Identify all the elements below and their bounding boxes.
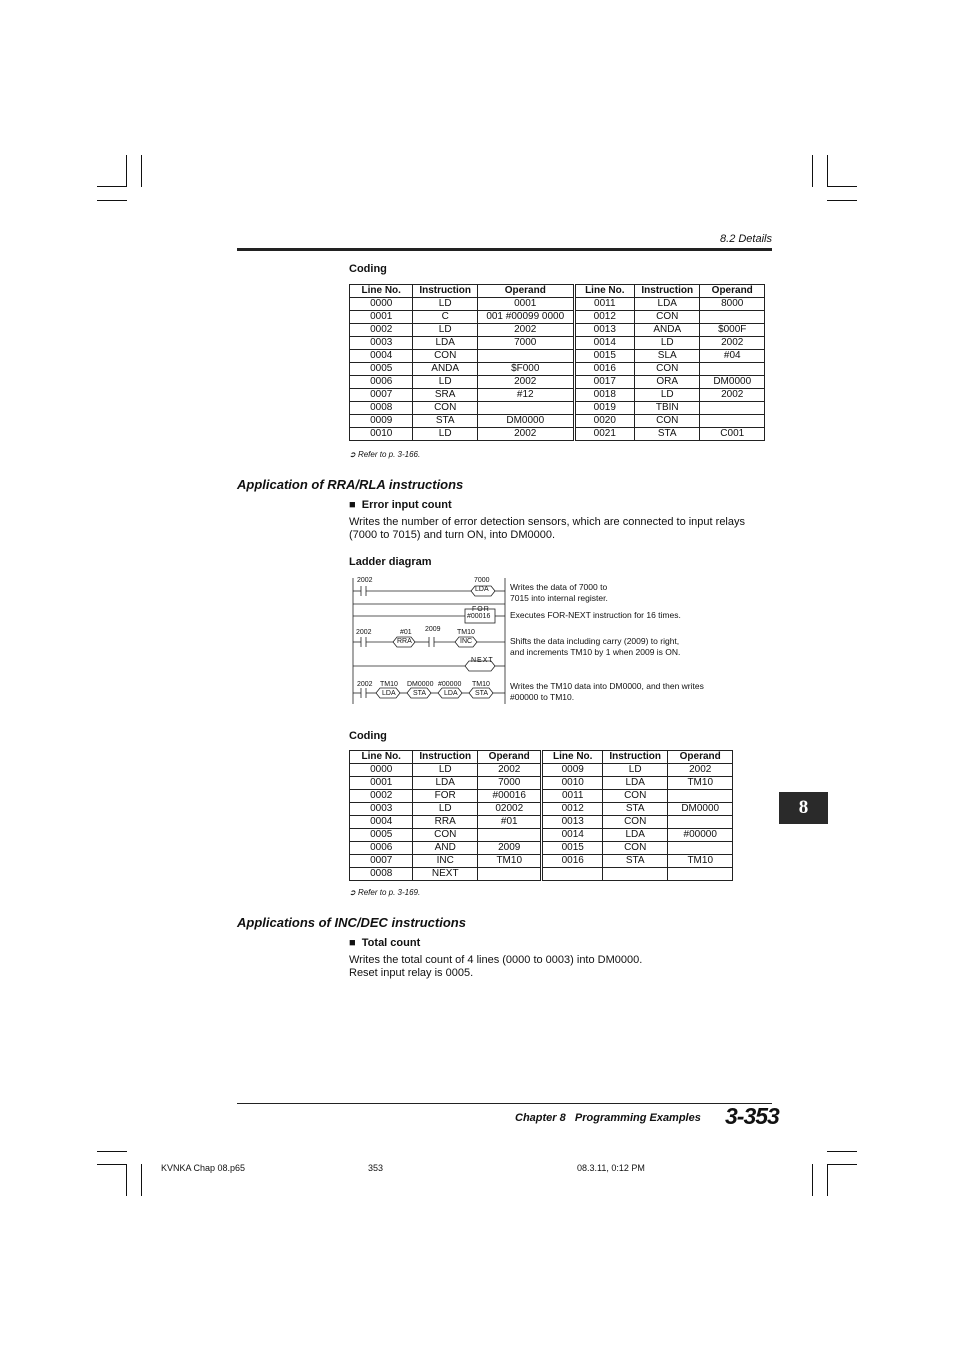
table-cell: 0009 <box>542 764 602 777</box>
table-cell: 0012 <box>542 803 602 816</box>
table-cell: 0020 <box>574 415 634 428</box>
column-header: Line No. <box>350 285 413 298</box>
paragraph-line: Writes the total count of 4 lines (0000 to 0003) into DM0000. <box>349 954 643 966</box>
table-cell: 2002 <box>668 764 733 777</box>
table-row <box>350 842 733 855</box>
crop-mark <box>126 155 127 187</box>
table-cell: ORA <box>635 376 700 389</box>
table-cell: 0004 <box>350 816 413 829</box>
coil-label: STA <box>413 690 427 697</box>
crop-mark <box>827 1164 857 1165</box>
ladder-note: Shifts the data including carry (2009) to right, <box>510 636 680 646</box>
table-cell: 0006 <box>350 842 413 855</box>
table-cell: 0002 <box>350 790 413 803</box>
table-cell: AND <box>413 842 478 855</box>
crop-mark <box>827 186 857 187</box>
table-cell <box>700 415 765 428</box>
table-cell: 0008 <box>350 868 413 881</box>
table-cell <box>477 402 574 415</box>
crop-mark <box>827 1164 828 1196</box>
table-cell: 0012 <box>574 311 634 324</box>
table-cell: 0016 <box>542 855 602 868</box>
table-row <box>350 803 733 816</box>
table-cell: 0008 <box>350 402 413 415</box>
coil-label: #00016 <box>467 613 491 620</box>
table-cell: 0013 <box>542 816 602 829</box>
contact-label: 2009 <box>425 626 441 633</box>
table-cell: CON <box>602 842 668 855</box>
column-header: Instruction <box>413 285 477 298</box>
table-cell <box>542 868 602 881</box>
coil-label: LDA <box>444 690 458 697</box>
table-cell: 0005 <box>350 363 413 376</box>
coil-label: NEXT <box>471 657 494 664</box>
table-cell: $000F <box>700 324 765 337</box>
print-date: 08.3.11, 0:12 PM <box>577 1163 645 1173</box>
coil-label: STA <box>475 690 489 697</box>
chapter-number-text: Chapter 8 <box>515 1112 566 1124</box>
table-row <box>350 337 765 350</box>
table-cell: 0018 <box>574 389 634 402</box>
coil-top-label: #00000 <box>438 681 462 688</box>
section-header: 8.2 Details <box>720 233 772 245</box>
table-cell: CON <box>413 350 477 363</box>
table-cell: 0011 <box>542 790 602 803</box>
paragraph-line: Reset input relay is 0005. <box>349 967 474 979</box>
table-cell <box>477 868 542 881</box>
table-cell <box>668 868 733 881</box>
coil-top-label: 7000 <box>474 577 490 584</box>
table-cell: LD <box>602 764 668 777</box>
table-cell: 7000 <box>477 337 574 350</box>
table-cell <box>668 816 733 829</box>
ladder-diagram-label: Ladder diagram <box>349 556 432 568</box>
subheading-error-input <box>349 499 452 511</box>
table-cell: 0002 <box>350 324 413 337</box>
chapter-tab <box>779 792 828 824</box>
square-bullet-icon: ■ <box>349 499 356 511</box>
footer-chapter <box>515 1112 701 1124</box>
square-bullet-icon: ■ <box>349 937 356 949</box>
table-cell: CON <box>635 415 700 428</box>
table-cell: CON <box>635 311 700 324</box>
contact-label: 2002 <box>356 629 372 636</box>
table-cell: 0014 <box>574 337 634 350</box>
coding-table-2 <box>349 750 733 881</box>
column-header: Operand <box>477 285 574 298</box>
ladder-note: and increments TM10 by 1 when 2009 is ON. <box>510 647 681 657</box>
subheading-total-count <box>349 937 420 949</box>
table-cell: STA <box>635 428 700 441</box>
table-cell <box>700 311 765 324</box>
crop-mark <box>97 1151 127 1152</box>
crop-mark <box>812 155 813 187</box>
table-cell: ANDA <box>635 324 700 337</box>
reference-note <box>349 450 420 459</box>
table-cell: 0015 <box>542 842 602 855</box>
table-cell: LDA <box>602 829 668 842</box>
table-cell: 0006 <box>350 376 413 389</box>
table-cell: 0001 <box>350 311 413 324</box>
table-row <box>350 428 765 441</box>
table-row <box>350 829 733 842</box>
table-cell: 2009 <box>477 842 542 855</box>
table-header-row <box>350 285 765 298</box>
table-cell: 0009 <box>350 415 413 428</box>
table-cell: CON <box>602 790 668 803</box>
table-row <box>350 376 765 389</box>
table-cell: LDA <box>413 337 477 350</box>
table-cell: STA <box>413 415 477 428</box>
coding-label: Coding <box>349 730 387 742</box>
table-cell <box>668 790 733 803</box>
table-cell: SRA <box>413 389 477 402</box>
table-cell: 0007 <box>350 389 413 402</box>
table-cell: C001 <box>700 428 765 441</box>
table-header-row <box>350 751 733 764</box>
column-header: Line No. <box>542 751 602 764</box>
print-page: 353 <box>368 1163 384 1173</box>
table-row <box>350 324 765 337</box>
subheading-text: Error input count <box>361 499 452 511</box>
table-cell: TM10 <box>668 777 733 790</box>
table-cell: 0010 <box>542 777 602 790</box>
ladder-note: #00000 to TM10. <box>510 692 575 702</box>
table-cell: 0014 <box>542 829 602 842</box>
paragraph-line: (7000 to 7015) and turn ON, into DM0000. <box>349 529 556 541</box>
column-header: Instruction <box>602 751 668 764</box>
table-cell: $F000 <box>477 363 574 376</box>
table-cell: #00000 <box>668 829 733 842</box>
reference-text: Refer to p. 3-166. <box>357 450 421 459</box>
reference-text: Refer to p. 3-169. <box>357 888 421 897</box>
table-cell: LD <box>413 803 478 816</box>
header-rule <box>237 248 772 251</box>
coding-label: Coding <box>349 263 387 275</box>
table-row <box>350 816 733 829</box>
column-header: Operand <box>477 751 542 764</box>
table-cell: TM10 <box>477 855 542 868</box>
table-row <box>350 868 733 881</box>
print-file-name: KVNKA Chap 08.p65 <box>161 1163 246 1173</box>
section-heading-incdec: Applications of INC/DEC instructions <box>237 915 466 930</box>
table-cell: #12 <box>477 389 574 402</box>
table-row <box>350 363 765 376</box>
table-cell: 0003 <box>350 337 413 350</box>
table-cell: 0007 <box>350 855 413 868</box>
table-cell: TBIN <box>635 402 700 415</box>
table-cell: 2002 <box>700 337 765 350</box>
crop-mark <box>812 1164 813 1196</box>
crop-mark <box>141 1164 142 1196</box>
table-cell: STA <box>602 803 668 816</box>
table-cell: 0019 <box>574 402 634 415</box>
table-cell: #04 <box>700 350 765 363</box>
coil-top-label: DM0000 <box>407 681 434 688</box>
coil-top-label: FOR <box>472 606 490 613</box>
table-cell <box>477 829 542 842</box>
table-cell: LD <box>635 337 700 350</box>
table-cell: LD <box>413 764 478 777</box>
chapter-title-text: Programming Examples <box>574 1112 701 1124</box>
table-cell: 0003 <box>350 803 413 816</box>
table-cell: 2002 <box>477 324 574 337</box>
table-cell: 0017 <box>574 376 634 389</box>
coil-label: LDA <box>475 586 489 593</box>
arrow-icon: ➲ <box>349 450 356 459</box>
table-cell: 0000 <box>350 298 413 311</box>
table-cell: CON <box>413 829 478 842</box>
crop-mark <box>141 155 142 187</box>
table-cell: #00016 <box>477 790 542 803</box>
column-header: Operand <box>700 285 765 298</box>
table-cell: LD <box>413 324 477 337</box>
table-cell: INC <box>413 855 478 868</box>
table-row <box>350 389 765 402</box>
table-cell: DM0000 <box>700 376 765 389</box>
table-cell: CON <box>413 402 477 415</box>
table-cell: 0015 <box>574 350 634 363</box>
table-cell: 2002 <box>700 389 765 402</box>
table-cell: 0021 <box>574 428 634 441</box>
table-cell: 001 #00099 0000 <box>477 311 574 324</box>
chapter-tab-number: 8 <box>798 797 809 818</box>
table-cell: 0010 <box>350 428 413 441</box>
table-cell: LD <box>413 428 477 441</box>
coil-top-label: TM10 <box>380 681 398 688</box>
table-cell: LD <box>413 376 477 389</box>
table-cell: LDA <box>413 777 478 790</box>
subheading-text: Total count <box>361 937 421 949</box>
coil-label: INC <box>460 638 473 645</box>
table-cell: LD <box>413 298 477 311</box>
crop-mark <box>97 200 127 201</box>
crop-mark <box>827 200 857 201</box>
table-cell: 0001 <box>350 777 413 790</box>
table-cell: RRA <box>413 816 478 829</box>
coil-label: RRA <box>397 638 412 645</box>
table-cell: CON <box>635 363 700 376</box>
table-row <box>350 350 765 363</box>
section-heading-rra: Application of RRA/RLA instructions <box>237 477 464 492</box>
table-row <box>350 298 765 311</box>
coil-label: LDA <box>382 690 396 697</box>
table-cell: 02002 <box>477 803 542 816</box>
table-cell: FOR <box>413 790 478 803</box>
table-cell: LD <box>635 389 700 402</box>
table-cell: 0005 <box>350 829 413 842</box>
table-cell <box>477 350 574 363</box>
table-cell: 0001 <box>477 298 574 311</box>
table-cell: CON <box>602 816 668 829</box>
table-cell: STA <box>602 855 668 868</box>
table-cell: 7000 <box>477 777 542 790</box>
column-header: Instruction <box>635 285 700 298</box>
table-row <box>350 764 733 777</box>
table-row <box>350 415 765 428</box>
table-cell: #01 <box>477 816 542 829</box>
coil-top-label: TM10 <box>457 629 475 636</box>
coil-top-label: #01 <box>400 629 412 636</box>
table-cell: TM10 <box>668 855 733 868</box>
table-cell <box>668 842 733 855</box>
table-cell <box>700 402 765 415</box>
table-cell: LDA <box>602 777 668 790</box>
table-row <box>350 790 733 803</box>
table-cell: ANDA <box>413 363 477 376</box>
ladder-note: Executes FOR-NEXT instruction for 16 times. <box>510 610 681 620</box>
table-row <box>350 402 765 415</box>
table-row <box>350 855 733 868</box>
table-cell: 0000 <box>350 764 413 777</box>
table-row <box>350 777 733 790</box>
contact-label: 2002 <box>357 577 373 584</box>
table-cell <box>602 868 668 881</box>
table-cell: DM0000 <box>668 803 733 816</box>
column-header: Line No. <box>350 751 413 764</box>
ladder-note: 7015 into internal register. <box>510 593 608 603</box>
table-row <box>350 311 765 324</box>
column-header: Operand <box>668 751 733 764</box>
crop-mark <box>126 1164 127 1196</box>
arrow-icon: ➲ <box>349 888 356 897</box>
column-header: Instruction <box>413 751 478 764</box>
table-cell: 0004 <box>350 350 413 363</box>
table-cell: 2002 <box>477 376 574 389</box>
coil-top-label: TM10 <box>472 681 490 688</box>
table-cell: 2002 <box>477 428 574 441</box>
paragraph-line: Writes the number of error detection sensors, which are connected to input relays <box>349 516 745 528</box>
footer-rule <box>237 1103 772 1104</box>
reference-note <box>349 888 420 897</box>
ladder-note: Writes the TM10 data into DM0000, and then writes <box>510 681 704 691</box>
table-cell: SLA <box>635 350 700 363</box>
contact-label: 2002 <box>357 681 373 688</box>
ladder-note: Writes the data of 7000 to <box>510 582 608 592</box>
crop-mark <box>827 155 828 187</box>
page-number: 3-353 <box>725 1103 779 1129</box>
table-cell: LDA <box>635 298 700 311</box>
table-cell: NEXT <box>413 868 478 881</box>
table-cell: 0013 <box>574 324 634 337</box>
table-cell: 2002 <box>477 764 542 777</box>
table-cell: C <box>413 311 477 324</box>
crop-mark <box>97 186 127 187</box>
crop-mark <box>97 1164 127 1165</box>
table-cell: 0011 <box>574 298 634 311</box>
column-header: Line No. <box>574 285 634 298</box>
table-cell: DM0000 <box>477 415 574 428</box>
table-cell <box>700 363 765 376</box>
table-cell: 8000 <box>700 298 765 311</box>
crop-mark <box>827 1151 857 1152</box>
table-cell: 0016 <box>574 363 634 376</box>
coding-table-1 <box>349 284 765 441</box>
